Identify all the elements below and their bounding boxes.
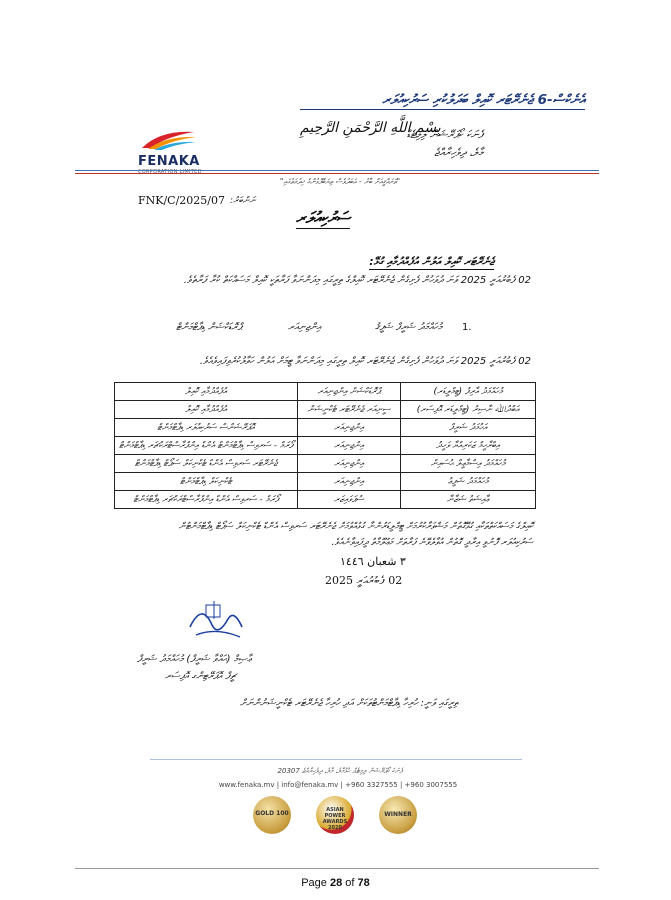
staff-department-cell: ޓެކްނިކަލް ޑިޕާޓްމަންޓް — [115, 473, 298, 491]
hijri-date: ٣ شعبان ١٤٤٦ — [340, 555, 406, 568]
staff-department-cell: ފޯރަމް - ސަރވިސް އެންޑް އިންފްރާސްޓްރަކްޗަރ ޑިޕާޓްމަންޓް — [115, 491, 298, 509]
staff-department-cell: އުފެއްދުމާއި ކޮއިލް — [115, 401, 298, 419]
paragraph-1: 02 ފެބުރުއަރީ 2025 ވަނަ ދުވަހުން ފެށިގެން ޖެނެރޭޓަރ ކޮއިލްގެ ތިރީގައި މިދަންނަވާ ފަރާތަކީ ކޮއިލް މަސައްކަތް ކުރާ ފަރާތެވެ. — [183, 275, 531, 286]
closing-line-2: ސަރުކިއުލަރ ފޮނުވީ އިރާދީ ގޮތުން އުވާލެވޭނެ ފަރާތަށް މަޢުލޫމާތު ދީފައިވާނެއެވެ. — [331, 537, 533, 548]
staff-designation-cell: އިންޖިނިއަރ — [297, 419, 400, 437]
main-heading: ސަރުކިއުލަރ — [296, 208, 351, 227]
signatory-name: ޢާޞިމް (ޙައްވާ ޝަރީފް) މުހައްމަދު ޝަރީފް — [137, 654, 252, 665]
item-designation: އިންޖިނިއަރ — [288, 322, 321, 333]
footer-address: ފެނަކަ ކޯޕަރޭޝަން ލިމިޓެޑް، ހުޅުމާލެ، މާލެ، ދިވެހިރާއްޖެ 20307 — [277, 767, 403, 775]
reference-label: ނަންބަރު: — [230, 196, 256, 206]
winner-badge-text: WINNER — [384, 811, 412, 818]
staff-designation-cell: ޕްރޮޑަކްޝަން އިންޖިނިއަރ — [297, 383, 400, 401]
staff-name-cell: އަބްދުﷲ ނާޞިރު (ޓީމްލީޑަރ އޮފިސަރ) — [400, 401, 535, 419]
item-number: 1. — [462, 322, 472, 333]
footer-divider — [150, 759, 522, 760]
staff-table — [114, 382, 536, 509]
page-number — [0, 877, 671, 889]
page-current: 28 — [329, 877, 343, 889]
staff-designation-cell: ސުޕަވައިޒަރ — [297, 491, 400, 509]
table-row — [115, 437, 536, 455]
asian-power-awards-badge-icon — [316, 796, 354, 834]
subject-heading: ޖެނެރޭޓަރ ކޮއިލް އަލުން އުފެއްދުމާއި ގުޅޭ: — [369, 255, 494, 268]
staff-name-cell: މުހައްމަދު ޝަފީޢު — [400, 473, 535, 491]
table-row — [115, 473, 536, 491]
gregorian-month-year: ފެބުރުއަރީ 2025 — [325, 574, 385, 587]
staff-designation-cell: އިންޖިނިއަރ — [297, 473, 400, 491]
bismillah-text: بِسْمِ اللَّهِ الرَّحْمَنِ الرَّحِيمِ — [300, 120, 441, 136]
fenaka-logo-icon — [138, 128, 198, 150]
table-row — [115, 419, 536, 437]
page-divider — [75, 868, 599, 869]
staff-designation-cell: އިންޖިނިއަރ — [297, 437, 400, 455]
staff-department-cell: ޖެނެރޭޓަރ ސަރވިސް އެންޑް ޓެކްނިކަލް ސަޕޯޓް ޑިޕާޓްމަންޓް — [115, 455, 298, 473]
copy-to-line: ތިރީގައި ވަނީ: ހުރިހާ ޑިޕާޓްމަންޓުތަކަށް އަދި ހުރިހާ ޖެނެރޭޓަރ ޓެކްނީޝަނުންނަށް — [240, 698, 458, 709]
gold-100-badge-text: GOLD 100 — [255, 810, 289, 817]
item-department: ޕްރޮޑަކްޝަން ޑިޕާޓްމަންޓް — [176, 322, 242, 333]
footer-contact: www.fenaka.mv | info@fenaka.mv | +960 3327555 | +960 3007555 — [218, 781, 458, 789]
staff-name-cell: އަހުމަދު ޝަރީފް — [400, 419, 535, 437]
staff-department-cell: އޮޕަރޭޝަންސް ސަރުކިއުލަރ ޑިޕާޓްމަންޓް — [115, 419, 298, 437]
closing-line-1: ކޮއިލްގެ މަސައްކަތްތަކާއި ގުޅޭގޮތުން މަޝްވަރާކުރުމަށް ޓީމްލީޑަރުންނާ ގުޅުއްވުމަށް ޖެނެރޭޓަރ ސަރވިސް އެންޑް ޓެކްނިކަލް ސަޕޯޓް ޑިޕާޓްމަންޓުން — [178, 521, 533, 532]
logo-subtitle: CORPORATION LIMITED — [138, 169, 202, 175]
gold-100-badge-icon — [253, 796, 291, 834]
winner-badge-icon — [379, 796, 417, 834]
slogan: "ތަރައްޤީއަށް ބާރު - އަބަދުވެސް ތިޔަބޭފުޅުންގެ ޚިދުމަތުގައި" — [279, 177, 401, 186]
staff-name-cell: މުހައްމަދު އާރިފު (ޓީމްލީޑަރ) — [400, 383, 535, 401]
asian-power-awards-badge-text: ASIAN POWER AWARDS 2020 — [322, 807, 348, 831]
award-badges — [253, 796, 421, 836]
table-row — [115, 383, 536, 401]
document-title: އެނެކްސް-6 ޖެނެރޭޓަރ ކޮއިލް ބަދަލުކުރި ސަރުކިއުލަރ — [300, 92, 585, 110]
organization-name: ފެނަކަ ކޯޕަރޭޝަން ލިމިޓެޑް — [406, 128, 483, 141]
page-total: 78 — [357, 877, 370, 889]
header-divider-blue — [75, 170, 599, 171]
logo-name: FENAKA — [138, 154, 200, 169]
signature-stamp-icon — [182, 597, 248, 647]
gregorian-date — [325, 574, 406, 588]
table-row — [115, 401, 536, 419]
page-of: of — [342, 877, 358, 889]
header-divider-red — [75, 173, 599, 174]
item-person-name: މުހައްމަދު ޝަރީފް ޝަފީޤު — [375, 322, 442, 333]
organization-location: މާލެ، ދިވެހިރާއްޖެ — [434, 146, 483, 159]
paragraph-2: 02 ފެބުރުއަރީ 2025 ވަނަ ދުވަހުން ފެށިގެން ޖެނެރޭޓަރ ކޮއިލް ތިރީގައި މިދަންނަވާ ޓީމަށް އަލުން ހަވާލުކުރެވިފައިވެއެވެ. — [199, 356, 531, 367]
staff-department-cell: ފޯރަމް - ސަރވިސް ޑިޕާޓްމަންޓް އެންޑް އިންފްރާސްޓްރަކްޗަރ ޑިޕާޓްމަންޓް — [115, 437, 298, 455]
table-row — [115, 491, 536, 509]
staff-department-cell: އުފެއްދުމާއި ކޮއިލް — [115, 383, 298, 401]
fenaka-logo — [138, 128, 220, 175]
staff-name-cell: މުހައްމަދު އިސްމާޢީލް ޙުސައިން — [400, 455, 535, 473]
staff-designation-cell: އިންޖިނިއަރ — [297, 455, 400, 473]
staff-name-cell: ޢާއިޝަތު ޝަޒާނާ — [400, 491, 535, 509]
gregorian-day: 02 — [388, 574, 403, 587]
staff-designation-cell: ސީނިއަރ ޖެނެރޭޓަރ ޓެކްނީޝަން — [297, 401, 400, 419]
signatory-title: ޗީފް އޮޕަރޭޓިންގ އޮފިސަރ — [165, 671, 237, 682]
staff-name-cell: އިބްރާހީމް ޒަކަރިއްޔާ ވަހީދު — [400, 437, 535, 455]
page-prefix: Page — [301, 877, 330, 889]
reference-number: FNK/C/2025/07 — [138, 194, 226, 207]
table-row — [115, 455, 536, 473]
